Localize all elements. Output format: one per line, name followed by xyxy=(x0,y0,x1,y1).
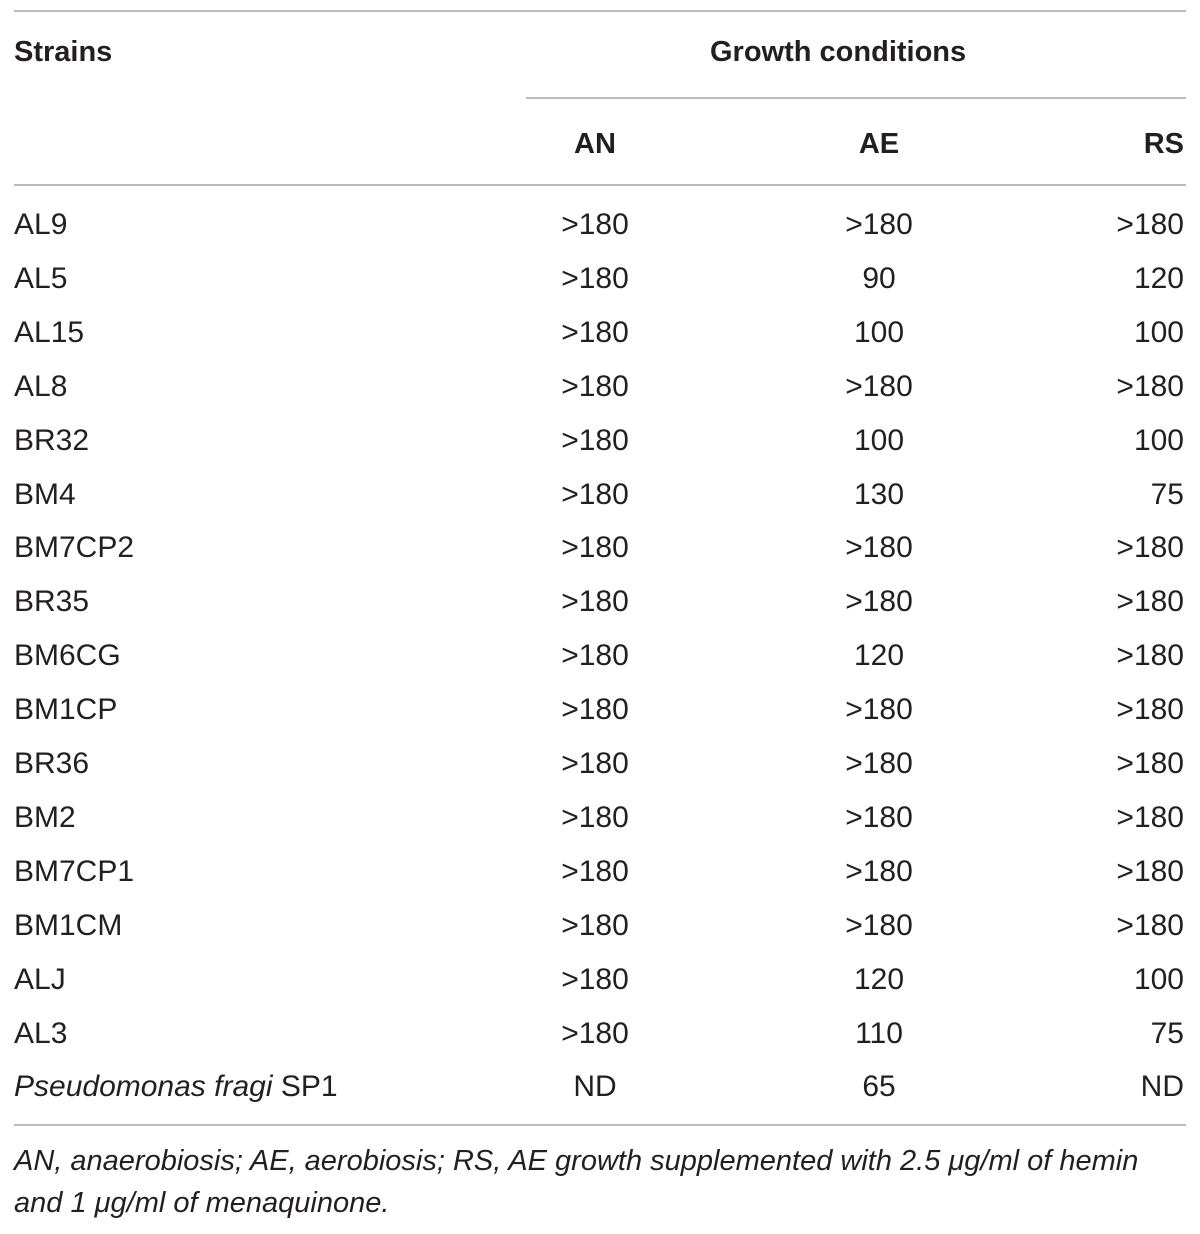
cell-an: >180 xyxy=(561,1017,629,1050)
strain-italic-name: Pseudomonas fragi xyxy=(14,1070,273,1103)
cell-strain: AL3 xyxy=(14,1017,68,1050)
cell-rs: >180 xyxy=(1116,639,1184,672)
cell-strain: BR35 xyxy=(14,585,90,618)
cell-strain: AL9 xyxy=(14,208,68,241)
cell-ae: >180 xyxy=(845,585,913,618)
cell-an: >180 xyxy=(561,855,629,888)
cell-ae: >180 xyxy=(845,801,913,834)
cell-ae: >180 xyxy=(845,693,913,726)
strain-suffix: SP1 xyxy=(272,1070,338,1103)
cell-strain: AL8 xyxy=(14,370,68,403)
cell-rs: >180 xyxy=(1116,747,1184,780)
cell-strain: BM4 xyxy=(14,478,76,511)
cell-ae: >180 xyxy=(845,531,913,564)
cell-ae: 90 xyxy=(862,262,896,295)
cell-ae: 120 xyxy=(853,639,905,672)
cell-an: >180 xyxy=(561,963,629,996)
cell-an: >180 xyxy=(561,316,629,349)
cell-an: >180 xyxy=(561,747,629,780)
cell-rs: 75 xyxy=(1150,1017,1184,1050)
cell-strain: AL15 xyxy=(14,316,85,349)
cell-rs: ND xyxy=(1140,1070,1184,1103)
cell-rs: >180 xyxy=(1116,208,1184,241)
table-row-pseudomonas-strain xyxy=(14,1070,338,1104)
cell-rs: 100 xyxy=(1133,424,1184,457)
header-rs: RS xyxy=(1143,128,1184,160)
cell-an: >180 xyxy=(561,424,629,457)
cell-rs: >180 xyxy=(1116,585,1184,618)
cell-rs: 100 xyxy=(1133,316,1184,349)
cell-rs: 75 xyxy=(1150,478,1184,511)
header-rule xyxy=(14,184,1186,186)
cell-strain: BM2 xyxy=(14,801,76,834)
cell-strain: BR32 xyxy=(14,424,90,457)
cell-ae: 130 xyxy=(853,478,905,511)
cell-ae: >180 xyxy=(845,909,913,942)
cell-strain: BM7CP2 xyxy=(14,531,135,564)
cell-an: >180 xyxy=(561,585,629,618)
cell-ae: >180 xyxy=(845,747,913,780)
header-growth-conditions: Growth conditions xyxy=(710,36,967,68)
cell-ae: 100 xyxy=(853,316,905,349)
cell-an: >180 xyxy=(561,208,629,241)
cell-strain: BM7CP1 xyxy=(14,855,135,888)
cell-an: >180 xyxy=(561,639,629,672)
group-rule xyxy=(526,97,1186,99)
cell-an: >180 xyxy=(561,801,629,834)
cell-ae: 65 xyxy=(862,1070,896,1103)
cell-an: >180 xyxy=(561,262,629,295)
cell-strain: AL5 xyxy=(14,262,68,295)
cell-an: >180 xyxy=(561,370,629,403)
cell-rs: >180 xyxy=(1116,801,1184,834)
table-footnote: AN, anaerobiosis; AE, aerobiosis; RS, AE growth supplemented with 2.5 μg/ml of hemin and 1 μg/ml of menaquinone. xyxy=(14,1145,1139,1219)
cell-ae: 110 xyxy=(855,1017,903,1050)
bottom-rule xyxy=(14,1124,1186,1126)
cell-an: ND xyxy=(573,1070,617,1103)
cell-strain: BM1CP xyxy=(14,693,118,726)
cell-rs: >180 xyxy=(1116,531,1184,564)
cell-rs: >180 xyxy=(1116,855,1184,888)
cell-strain: BR36 xyxy=(14,747,90,780)
cell-an: >180 xyxy=(561,478,629,511)
header-an: AN xyxy=(574,128,616,160)
cell-ae: >180 xyxy=(845,370,913,403)
cell-ae: 120 xyxy=(853,963,905,996)
cell-ae: >180 xyxy=(845,208,913,241)
cell-an: >180 xyxy=(561,693,629,726)
cell-ae: 100 xyxy=(853,424,905,457)
cell-ae: >180 xyxy=(845,855,913,888)
top-rule xyxy=(14,10,1186,12)
cell-strain: ALJ xyxy=(14,963,66,996)
cell-rs: 100 xyxy=(1133,963,1184,996)
cell-an: >180 xyxy=(561,531,629,564)
cell-an: >180 xyxy=(561,909,629,942)
header-strains: Strains xyxy=(14,36,113,68)
cell-rs: >180 xyxy=(1116,693,1184,726)
cell-strain: BM6CG xyxy=(14,639,121,672)
header-ae: AE xyxy=(858,128,900,160)
cell-strain: BM1CM xyxy=(14,909,123,942)
cell-rs: >180 xyxy=(1116,370,1184,403)
cell-rs: >180 xyxy=(1116,909,1184,942)
cell-rs: 120 xyxy=(1133,262,1184,295)
